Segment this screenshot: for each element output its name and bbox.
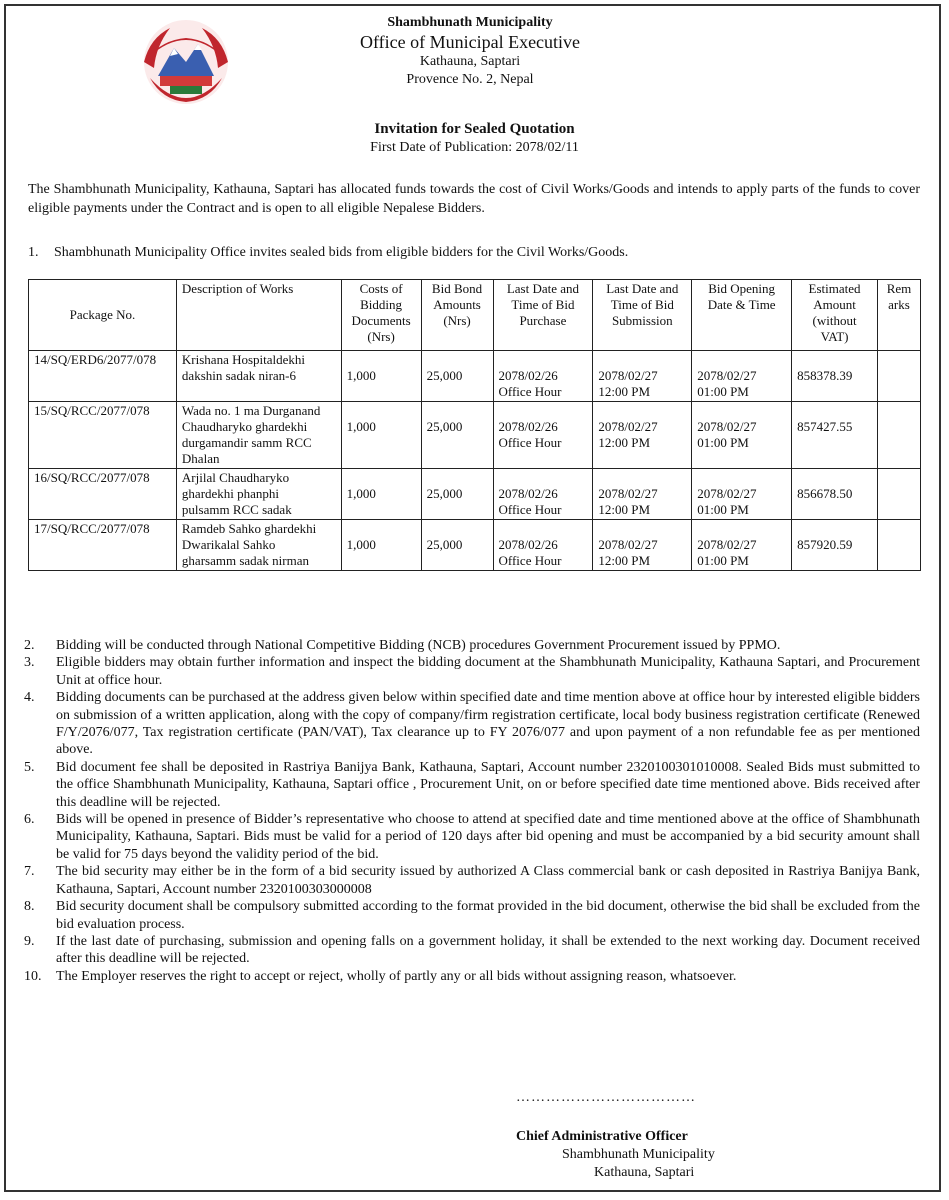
point-number: 1. (28, 245, 39, 260)
header-submission: Last Date and Time of Bid Submission (593, 280, 692, 351)
cell-purchase: 2078/02/26 Office Hour (493, 402, 593, 469)
point-text: If the last date of purchasing, submission and opening falls on a government holiday, it shall be extended to the next working day. Document received after this deadline will be rejected. (56, 933, 920, 967)
office-name: Office of Municipal Executive (359, 32, 581, 52)
list-item (24, 759, 920, 811)
cell-amount: 857920.59 (792, 520, 878, 571)
header-package: Package No. (29, 280, 177, 351)
intro-paragraph: The Shambhunath Municipality, Kathauna, Saptari has allocated funds towards the cost of Civil Works/Goods and intends to apply parts of the funds to cover eligible payments under the Contract and is open to all eligible Nepalese Bidders. (28, 182, 920, 216)
point-number: 3. (24, 655, 35, 671)
cell-submission: 2078/02/27 12:00 PM (593, 402, 692, 469)
list-item (24, 933, 920, 968)
cell-remarks (877, 402, 920, 469)
point-text: Eligible bidders may obtain further information and inspect the bidding document at the Shambhunath Municipality, Kathauna Saptari, and Procurement Unit at office hour. (56, 655, 920, 688)
signature-block (516, 1128, 715, 1182)
point-text: The bid security may either be in the form of a bid security issued by authorized A Class commercial bank or cash deposited in Rastriya Banijya Bank, Kathauna, Saptari, Account number 2320100303000008 (56, 864, 920, 897)
point-number: 5. (24, 759, 35, 775)
point-number: 2. (24, 638, 35, 653)
signature-line: ……………………………… (516, 1090, 696, 1105)
cell-submission: 2078/02/27 12:00 PM (593, 469, 692, 520)
point-1 (28, 243, 920, 262)
list-item (24, 811, 920, 863)
address-line-2: Provence No. 2, Nepal (406, 72, 534, 87)
cell-bond: 25,000 (421, 469, 493, 520)
cell-remarks (877, 520, 920, 571)
point-text: Shambhunath Municipality Office invites sealed bids from eligible bidders for the Civil Works/Goods. (54, 245, 629, 260)
cell-package: 14/SQ/ERD6/2077/078 (29, 351, 177, 402)
cell-opening: 2078/02/27 01:00 PM (692, 520, 792, 571)
cell-opening: 2078/02/27 01:00 PM (692, 469, 792, 520)
notice-title: Invitation for Sealed Quotation (374, 121, 575, 137)
table-row (29, 351, 921, 402)
cell-submission: 2078/02/27 12:00 PM (593, 351, 692, 402)
header-bond: Bid Bond Amounts (Nrs) (421, 280, 493, 351)
letterhead (250, 14, 690, 89)
header-opening: Bid Opening Date & Time (692, 280, 792, 351)
signatory-place: Kathauna, Saptari (594, 1165, 695, 1180)
list-item (24, 863, 920, 898)
cell-cost: 1,000 (341, 520, 421, 571)
cell-description: Arjilal Chaudharyko ghardekhi phanphi pulsamm RCC sadak (176, 469, 341, 520)
cell-description: Krishana Hospitaldekhi dakshin sadak niran-6 (176, 351, 341, 402)
publication-date: First Date of Publication: 2078/02/11 (370, 140, 579, 155)
cell-bond: 25,000 (421, 402, 493, 469)
point-number: 4. (24, 690, 35, 706)
cell-description: Ramdeb Sahko ghardekhi Dwarikalal Sahko gharsamm sadak nirman (176, 520, 341, 571)
table-row (29, 520, 921, 571)
list-item (24, 654, 920, 689)
list-item (24, 898, 920, 933)
point-text: Bid security document shall be compulsory submitted according to the format provided in the bid document, otherwise the bid shall be excluded from the bid evaluation process. (56, 899, 920, 932)
cell-amount: 858378.39 (792, 351, 878, 402)
cell-package: 16/SQ/RCC/2077/078 (29, 469, 177, 520)
point-text: Bidding will be conducted through National Competitive Bidding (NCB) procedures Government Procurement issued by PPMO. (56, 638, 781, 653)
cell-bond: 25,000 (421, 351, 493, 402)
header-cost: Costs of Bidding Documents (Nrs) (341, 280, 421, 351)
cell-package: 15/SQ/RCC/2077/078 (29, 402, 177, 469)
point-number: 9. (24, 933, 35, 949)
header-description: Description of Works (176, 280, 341, 351)
cell-opening: 2078/02/27 01:00 PM (692, 351, 792, 402)
cell-cost: 1,000 (341, 469, 421, 520)
address-line-1: Kathauna, Saptari (419, 54, 521, 69)
signatory-designation: Chief Administrative Officer (516, 1129, 688, 1144)
point-text: The Employer reserves the right to accept or reject, wholly of partly any or all bids without assigning reason, whatsoever. (56, 968, 737, 984)
list-item (24, 689, 920, 759)
notice-heading (0, 120, 949, 157)
cell-amount: 857427.55 (792, 402, 878, 469)
table-row (29, 402, 921, 469)
cell-purchase: 2078/02/26 Office Hour (493, 520, 593, 571)
point-text: Bids will be opened in presence of Bidder’s representative who choose to attend at specified date and time mentioned above at the office of Shambhunath Municipality, Kathauna, Saptari. Bids must be valid for a period of 120 days after bid opening and must be accompanied by a bid security amount shall be valid for 75 days beyond the validity period of the bid. (56, 812, 920, 862)
cell-remarks (877, 351, 920, 402)
conditions-list (24, 637, 920, 985)
cell-remarks (877, 469, 920, 520)
cell-submission: 2078/02/27 12:00 PM (593, 520, 692, 571)
header-remarks: Rem arks (877, 280, 920, 351)
point-number: 8. (24, 899, 35, 915)
point-text: Bid document fee shall be deposited in Rastriya Banijya Bank, Kathauna, Saptari, Account number 2320100301010008. Sealed Bids must submitted to the office Shambhunath Municipality, Kathauna, Saptari office , Procurement Unit, on or before specified date time mentioned above. Bids received after this deadline will be rejected. (56, 759, 920, 810)
municipality-emblem-icon (140, 18, 232, 106)
cell-purchase: 2078/02/26 Office Hour (493, 351, 593, 402)
table-row (29, 469, 921, 520)
cell-cost: 1,000 (341, 351, 421, 402)
cell-cost: 1,000 (341, 402, 421, 469)
point-number: 6. (24, 812, 35, 828)
cell-opening: 2078/02/27 01:00 PM (692, 402, 792, 469)
list-item (24, 968, 920, 985)
cell-package: 17/SQ/RCC/2077/078 (29, 520, 177, 571)
point-number: 7. (24, 864, 35, 880)
header-amount: Estimated Amount (without VAT) (792, 280, 878, 351)
cell-bond: 25,000 (421, 520, 493, 571)
organization-name: Shambhunath Municipality (387, 15, 553, 30)
table-header-row (29, 280, 921, 351)
bid-table (28, 279, 921, 571)
list-item (24, 637, 920, 654)
cell-purchase: 2078/02/26 Office Hour (493, 469, 593, 520)
cell-description: Wada no. 1 ma Durganand Chaudharyko ghardekhi durgamandir samm RCC Dhalan (176, 402, 341, 469)
point-text: Bidding documents can be purchased at the address given below within specified date and time mention above at office hour by interested eligible bidders on submission of a written application, along with the copy of company/firm registration certificate, local body business registration certificate (Renewed F/Y/2076/077, Tax registration certificate (PAN/VAT), Tax clearance up to FY 2076/077 and upon payment of a non refundable fee as per mentioned above. (56, 690, 920, 758)
signatory-organization: Shambhunath Municipality (562, 1147, 715, 1162)
header-purchase: Last Date and Time of Bid Purchase (493, 280, 593, 351)
cell-amount: 856678.50 (792, 469, 878, 520)
point-number: 10. (24, 968, 42, 984)
